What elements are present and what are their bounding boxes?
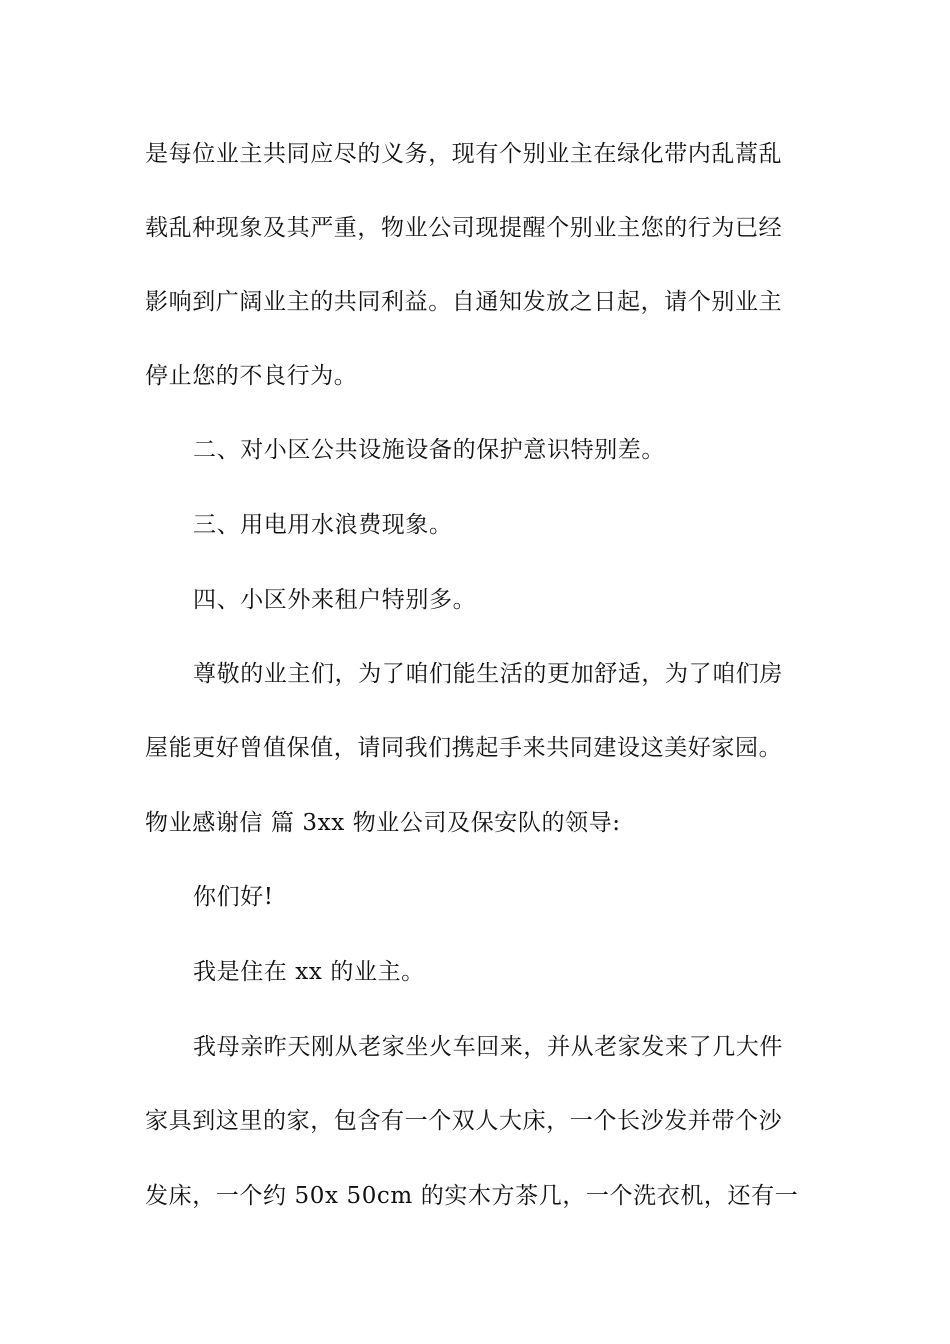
body-text-line: 家具到这里的家，包含有一个双人大床，一个长沙发并带个沙 — [145, 1108, 783, 1134]
list-item-four: 四、小区外来租户特别多。 — [193, 587, 477, 613]
body-text-line: 尊敬的业主们，为了咱们能生活的更加舒适，为了咱们房 — [193, 661, 783, 687]
body-text-line: 载乱种现象及其严重，物业公司现提醒个别业主您的行为已经 — [145, 215, 783, 241]
body-text-line: 我母亲昨天刚从老家坐火车回来，并从老家发来了几大件 — [193, 1034, 783, 1060]
list-item-two: 二、对小区公共设施设备的保护意识特别差。 — [193, 437, 665, 463]
letter-greeting: 你们好! — [193, 884, 274, 910]
body-text-line: 是每位业主共同应尽的义务，现有个别业主在绿化带内乱蒿乱 — [145, 141, 783, 167]
body-text-line: 影响到广阔业主的共同利益。自通知发放之日起，请个别业主 — [145, 289, 783, 315]
letter-heading: 物业感谢信 篇 3xx 物业公司及保安队的领导: — [145, 810, 621, 836]
body-text-line: 发床，一个约 50x 50cm 的实木方茶几，一个洗衣机，还有一 — [145, 1183, 799, 1209]
list-item-three: 三、用电用水浪费现象。 — [193, 512, 453, 538]
body-text-line: 停止您的不良行为。 — [145, 363, 358, 389]
body-text-line: 我是住在 xx 的业主。 — [193, 959, 425, 985]
body-text-line: 屋能更好曾值保值，请同我们携起手来共同建设这美好家园。 — [145, 735, 783, 761]
